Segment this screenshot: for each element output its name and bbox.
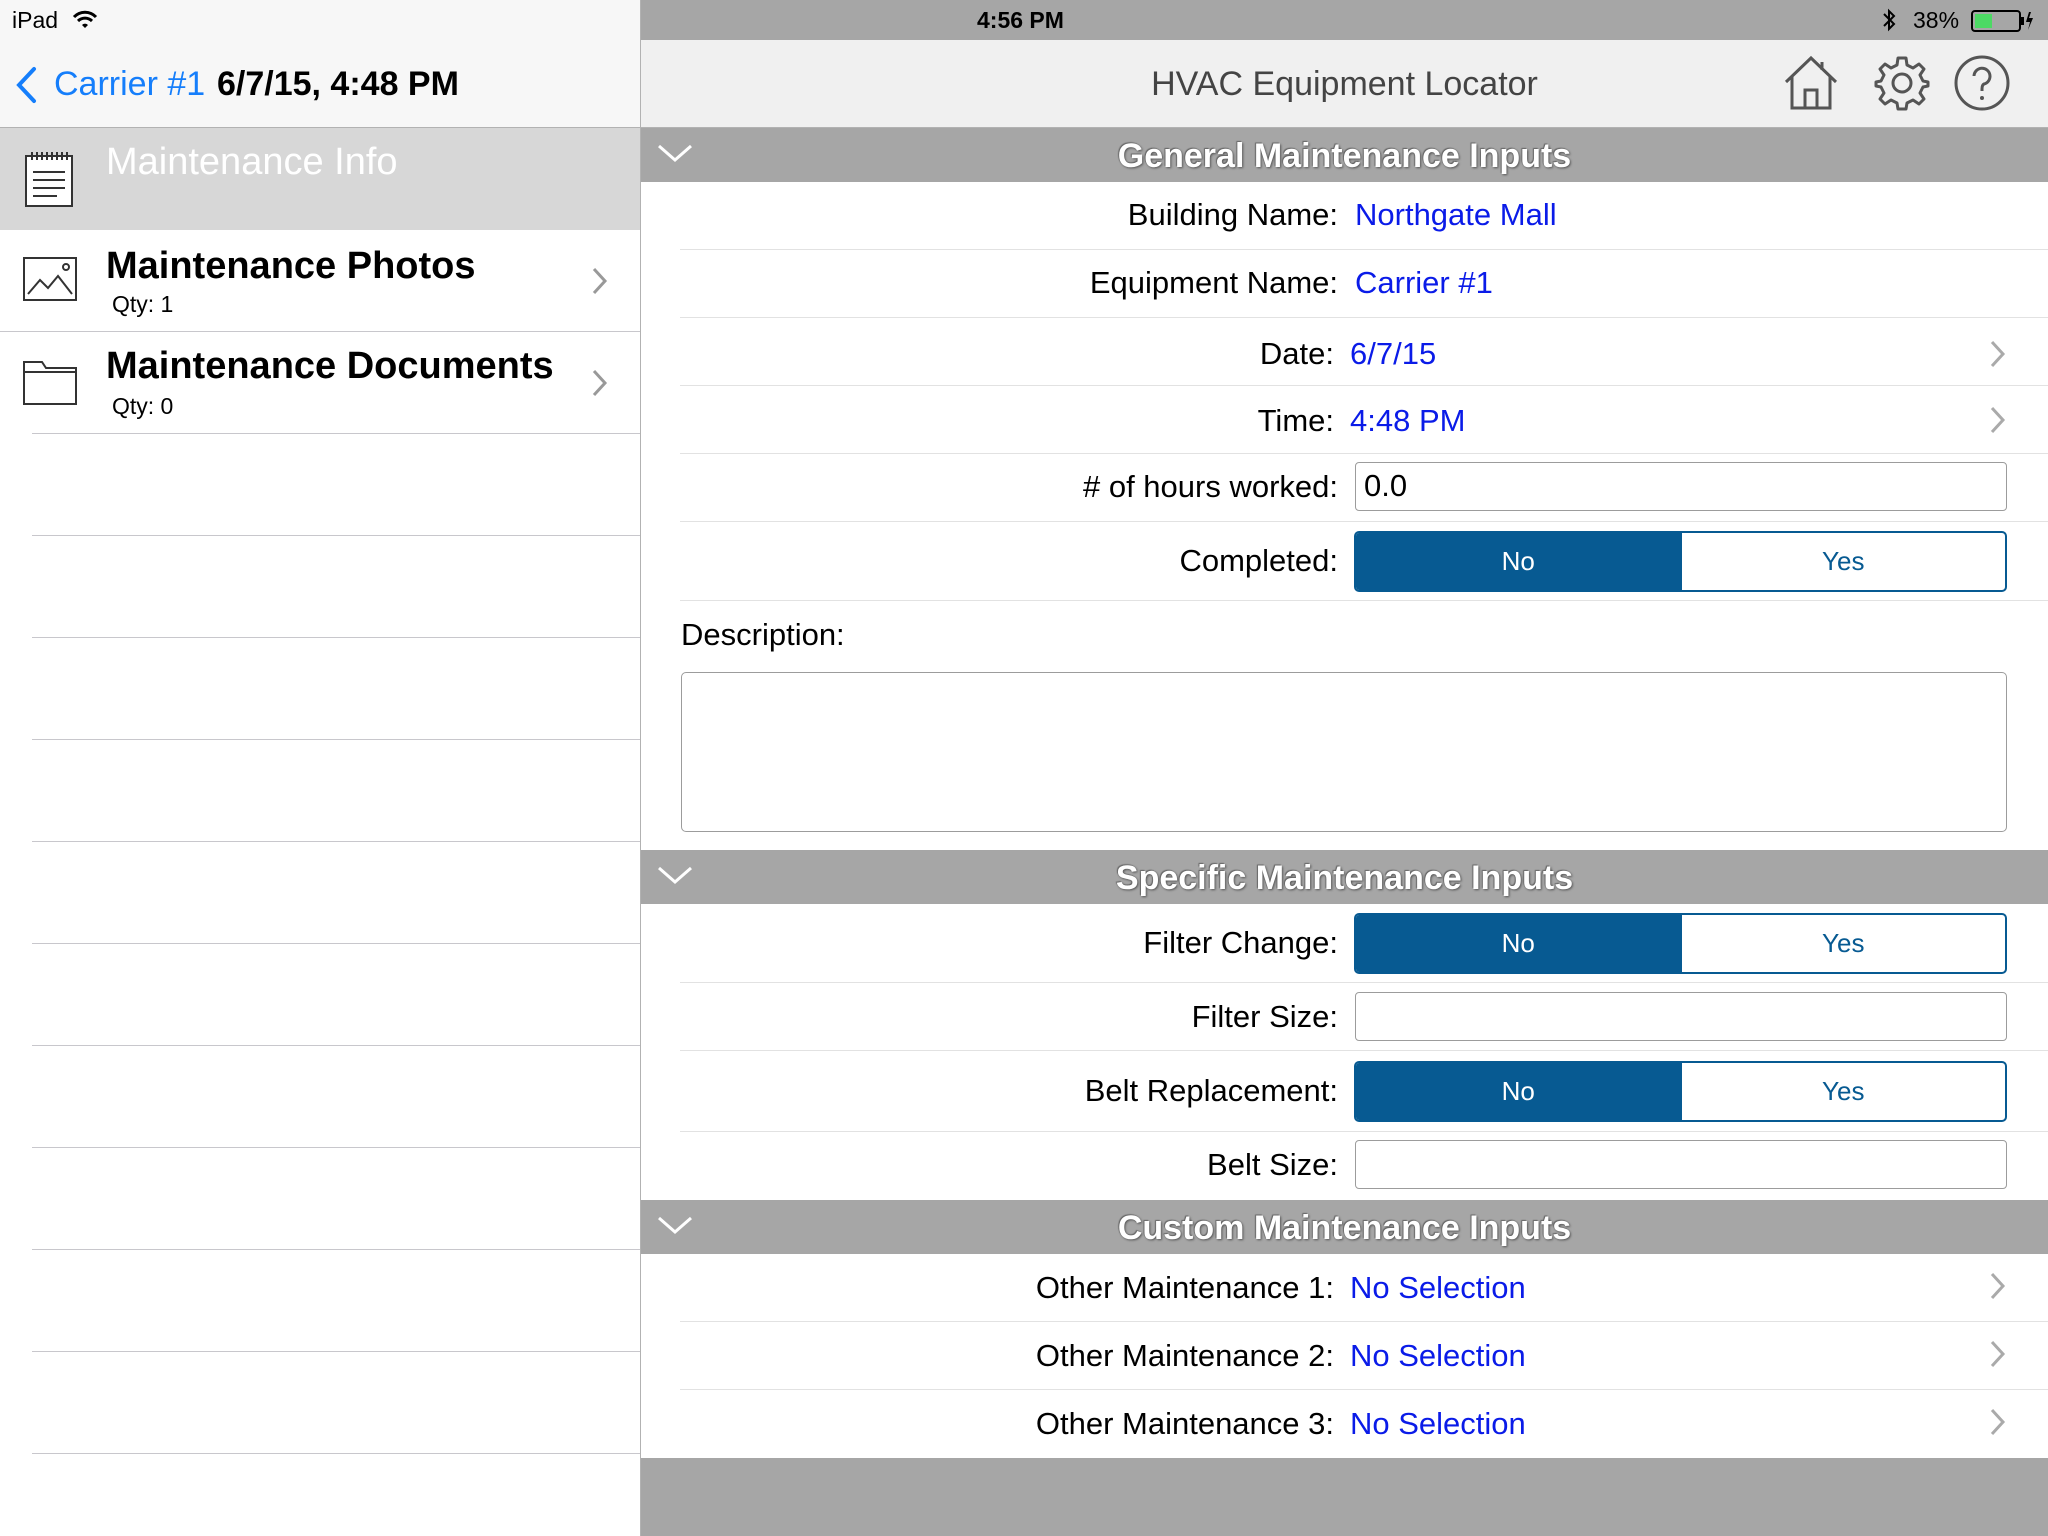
other-maintenance-3-label: Other Maintenance 3:: [1035, 1406, 1334, 1441]
row-divider: [680, 982, 2048, 983]
date-value: 6/7/15: [1350, 336, 1437, 371]
gear-icon[interactable]: [1873, 54, 1931, 112]
bluetooth-icon: [1881, 8, 1897, 32]
chevron-right-icon: [590, 266, 610, 296]
list-divider: [32, 943, 640, 944]
list-divider: [32, 433, 640, 434]
sidebar-item-maintenance-photos[interactable]: [0, 230, 640, 332]
completed-segmented-control: [1354, 531, 2007, 592]
section-title: Custom Maintenance Inputs: [1117, 1209, 1572, 1247]
wifi-icon: [72, 10, 98, 30]
belt-size-field[interactable]: [1355, 1140, 2007, 1189]
battery-percent: 38%: [1913, 7, 1960, 33]
chevron-right-icon: [1988, 1338, 2008, 1370]
section-header-specific[interactable]: [641, 850, 2048, 904]
photo-icon: [22, 256, 78, 302]
form-footer: [641, 1458, 2048, 1536]
row-divider: [680, 1050, 2048, 1051]
filter-change-segmented-control: [1354, 913, 2007, 974]
completed-label: Completed:: [1179, 543, 1338, 578]
list-divider: [32, 841, 640, 842]
sidebar-item-qty: Qty: 0: [112, 393, 174, 419]
filter-change-no-option[interactable]: No: [1356, 915, 1681, 972]
other-maintenance-1-value: No Selection: [1350, 1270, 1526, 1305]
list-divider: [32, 1249, 640, 1250]
list-divider: [32, 739, 640, 740]
other-maintenance-2-row[interactable]: [680, 1322, 2048, 1389]
folder-icon: [22, 356, 78, 406]
chevron-right-icon: [1988, 404, 2008, 436]
other-maintenance-2-label: Other Maintenance 2:: [1035, 1338, 1334, 1373]
chevron-right-icon: [1988, 1406, 2008, 1438]
section-title: General Maintenance Inputs: [1117, 137, 1572, 175]
section-header-general[interactable]: [641, 128, 2048, 182]
record-title: 6/7/15, 4:48 PM: [217, 65, 459, 103]
time-row[interactable]: [680, 386, 2048, 453]
belt-replacement-yes-option[interactable]: Yes: [1681, 1063, 2006, 1120]
description-textarea[interactable]: [681, 672, 2007, 832]
row-divider: [680, 521, 2048, 522]
row-divider: [680, 600, 2048, 601]
back-label: Carrier #1: [54, 65, 206, 103]
row-divider: [680, 249, 2048, 250]
list-divider: [32, 1351, 640, 1352]
filter-change-yes-option[interactable]: Yes: [1681, 915, 2006, 972]
sidebar-item-maintenance-info[interactable]: [0, 128, 640, 230]
right-nav-bar: [641, 40, 2048, 128]
list-divider: [32, 1045, 640, 1046]
list-divider: [32, 637, 640, 638]
sidebar-item-qty: Qty: 1: [112, 291, 174, 317]
other-maintenance-2-value: No Selection: [1350, 1338, 1526, 1373]
section-header-custom[interactable]: [641, 1200, 2048, 1254]
chevron-right-icon: [1988, 1270, 2008, 1302]
section-title: Specific Maintenance Inputs: [1115, 859, 1574, 897]
other-maintenance-3-value: No Selection: [1350, 1406, 1526, 1441]
completed-no-option[interactable]: No: [1356, 533, 1681, 590]
time-label: Time:: [1257, 403, 1334, 438]
building-name-value: Northgate Mall: [1355, 197, 1557, 232]
building-name-label: Building Name:: [1127, 197, 1338, 232]
sidebar-item-maintenance-documents[interactable]: [0, 332, 640, 434]
filter-size-label: Filter Size:: [1191, 999, 1338, 1034]
left-nav-bar: [0, 40, 640, 128]
equipment-name-value: Carrier #1: [1355, 265, 1493, 300]
belt-replacement-label: Belt Replacement:: [1084, 1073, 1338, 1108]
chevron-left-icon: [14, 66, 38, 104]
filter-size-field[interactable]: [1355, 992, 2007, 1041]
belt-replacement-no-option[interactable]: No: [1356, 1063, 1681, 1120]
description-label: Description:: [681, 617, 845, 652]
other-maintenance-3-row[interactable]: [680, 1390, 2048, 1457]
chevron-right-icon: [590, 368, 610, 398]
list-divider: [32, 1453, 640, 1454]
status-bar-left: [0, 0, 640, 40]
battery-icon: [1971, 10, 2035, 32]
app-title: HVAC Equipment Locator: [1151, 65, 1538, 103]
filter-change-label: Filter Change:: [1143, 925, 1338, 960]
completed-yes-option[interactable]: Yes: [1681, 533, 2006, 590]
list-divider: [32, 1147, 640, 1148]
back-button[interactable]: [14, 62, 204, 106]
date-label: Date:: [1259, 336, 1334, 371]
device-label: iPad: [12, 7, 59, 33]
notepad-icon: [24, 150, 74, 208]
hours-worked-label: # of hours worked:: [1082, 469, 1338, 504]
belt-size-label: Belt Size:: [1207, 1147, 1338, 1182]
date-row[interactable]: [680, 318, 2048, 385]
sidebar-item-label: Maintenance Documents: [106, 345, 554, 387]
equipment-name-label: Equipment Name:: [1089, 265, 1338, 300]
hours-worked-field[interactable]: 0.0: [1355, 462, 2007, 511]
chevron-right-icon: [1988, 338, 2008, 370]
other-maintenance-1-label: Other Maintenance 1:: [1035, 1270, 1334, 1305]
sidebar-item-label: Maintenance Info: [106, 141, 398, 183]
time-value: 4:48 PM: [1350, 403, 1466, 438]
list-divider: [32, 535, 640, 536]
row-divider: [680, 1131, 2048, 1132]
row-divider: [680, 453, 2048, 454]
belt-replacement-segmented-control: [1354, 1061, 2007, 1122]
sidebar-item-label: Maintenance Photos: [106, 245, 476, 287]
help-icon[interactable]: [1953, 54, 2011, 112]
status-bar-right: [641, 0, 2048, 40]
other-maintenance-1-row[interactable]: [680, 1254, 2048, 1321]
clock: 4:56 PM: [977, 7, 1064, 33]
home-icon[interactable]: [1782, 54, 1840, 112]
